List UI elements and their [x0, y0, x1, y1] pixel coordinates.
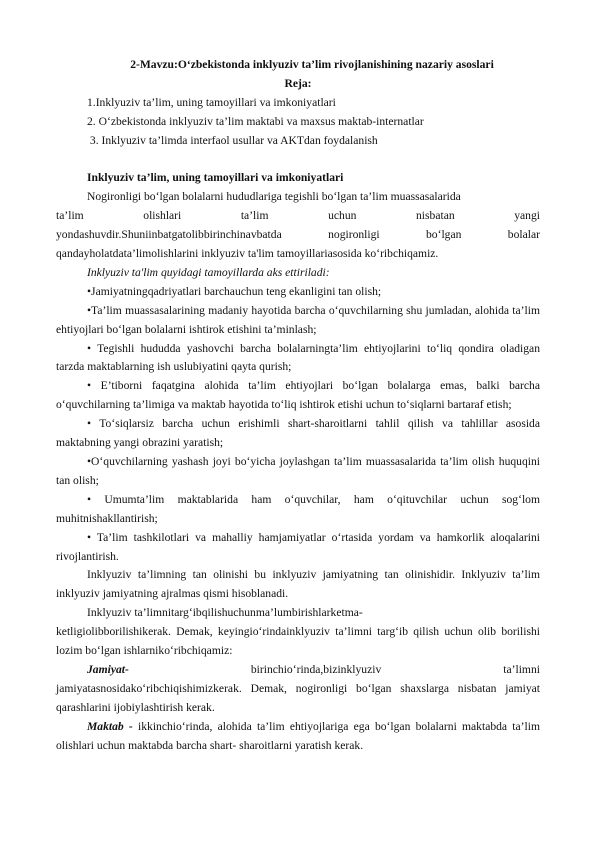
principle-item: • E’tiborni faqatgina alohida ta’lim ehtiyojlari bo‘lgan bolalarga emas, balki barcha o‘quvchilarning ta’limiga va maktab hayotida to‘liq ishtirok etishi uchun to‘siqlarni bartaraf etish; — [56, 379, 540, 412]
intro-word: ta’lim — [56, 209, 84, 223]
intro-line-1: Nogironligi bo‘lgan bolalarni hududlariga tegishli bo‘lgan ta’lim muassasalarida — [87, 190, 461, 204]
intro-line-4: qandayholatdata’limolishlarini inklyuziv ta'lim tamoyillariasosida ko‘ribchiqamiz. — [56, 247, 439, 261]
society-word: birinchio‘rinda,bizinklyuziv — [250, 662, 382, 676]
intro-line-3 — [56, 226, 540, 245]
plan-item-1: 1.Inklyuziv ta’lim, uning tamoyillari va imkoniyatlari — [87, 95, 336, 109]
school-term: Maktab - — [87, 719, 133, 733]
plan-item-2: 2. O‘zbekistonda inklyuziv ta’lim maktabi va maxsus maktab-internatlar — [87, 114, 424, 128]
paragraph-promo-line-1: Inklyuziv ta’limnitarg‘ibqilishuchunma’lumbirishlarketma- — [87, 606, 363, 620]
principle-item: •Jamiyatningqadriyatlari barchauchun teng ekanligini tan olish; — [87, 284, 382, 298]
intro-word: olishlari — [143, 209, 182, 223]
plan-heading: Reja: — [284, 76, 312, 90]
intro-word: nogironligi — [328, 228, 380, 242]
society-word: ta’limni — [503, 662, 540, 676]
society-line-1 — [56, 661, 540, 680]
principle-item: •O‘quvchilarning yashash joyi bo‘yicha joylashgan ta’lim muassasalarida ta’lim olish huquqini tan olish; — [56, 455, 540, 487]
intro-line-2 — [56, 207, 540, 226]
intro-word: ta’lim — [240, 209, 269, 223]
paragraph-inclusion: Inklyuziv ta’limning tan olinishi bu inklyuziv jamiyatning tan olinishidir. Inklyuziv ta’lim inklyuziv jamiyatning ajralmas qismi hisoblanadi. — [56, 568, 540, 601]
intro-word: bo‘lgan — [425, 228, 462, 242]
spacer — [56, 151, 540, 170]
principle-item: • Tegishli hududda yashovchi barcha bolalarningta’lim ehtiyojlarini to‘liq qondira oladigan tarzda maktablarning ish uslubiyatini qayta qurish; — [56, 341, 540, 374]
principle-item: • Umumta’lim maktablarida ham o‘quvchilar, ham o‘qituvchilar uchun sog‘lom muhitnishakllantirish; — [56, 492, 540, 525]
document-body — [56, 56, 540, 756]
principle-item: • To‘siqlarsiz barcha uchun erishimli shart-sharoitlarni tahlil qilish va tahlillar asosida maktabning yangi obrazini yaratish; — [56, 417, 540, 450]
intro-word: bolalar — [507, 228, 540, 242]
intro-word: uchun — [328, 209, 357, 223]
intro-word: yondashuvdir.Shuniinbatgatolibbirinchinavbatda — [56, 228, 282, 242]
principle-item: •Ta’lim muassasalarining madaniy hayotida barcha o‘quvchilarning shu jumladan, alohida ta’lim ehtiyojlari bo‘lgan bolalarni ishtirok etishini ta’minlash; — [56, 303, 540, 336]
paragraph-promo-rest: ketligiolibborilishikerak. Demak, keyingio‘rindainklyuziv ta’limni targ‘ib qilish uchun olib borilishi lozim bo‘lgan ishlarniko‘ribchiqamiz: — [56, 625, 540, 658]
paragraph-school — [56, 718, 540, 756]
principle-item: • Ta’lim tashkilotlari va mahalliy hamjamiyatlar o‘rtasida yordam va hamkorlik aloqalarini rivojlantirish. — [56, 530, 540, 563]
plan-item-3: 3. Inklyuziv ta’limda interfaol usullar va AKTdan foydalanish — [87, 133, 378, 147]
section-heading: Inklyuziv ta’lim, uning tamoyillari va imkoniyatlari — [87, 171, 344, 185]
intro-word: yangi — [514, 209, 540, 223]
society-term: Jamiyat- — [87, 662, 129, 676]
intro-word: nisbatan — [416, 209, 455, 223]
principles-lead: Inklyuziv ta'lim quyidagi tamoyillarda aks ettiriladi: — [87, 265, 330, 279]
document-title: 2-Mavzu:O‘zbekistonda inklyuziv ta’lim rivojlanishining nazariy asoslari — [130, 58, 494, 71]
school-text: ikkinchio‘rinda, alohida ta’lim ehtiyojlariga ega bo‘lgan bolalarni maktabda ta’lim olishlari uchun maktabda barcha shart- sharoitlarni yaratish kerak. — [56, 719, 540, 752]
society-rest: jamiyatasnosidako‘ribchiqishimizkerak. Demak, nogironligi bo‘lgan shaxslarga nisbatan jamiyat qarashlarini ijobiylashtirish kerak. — [56, 681, 540, 714]
